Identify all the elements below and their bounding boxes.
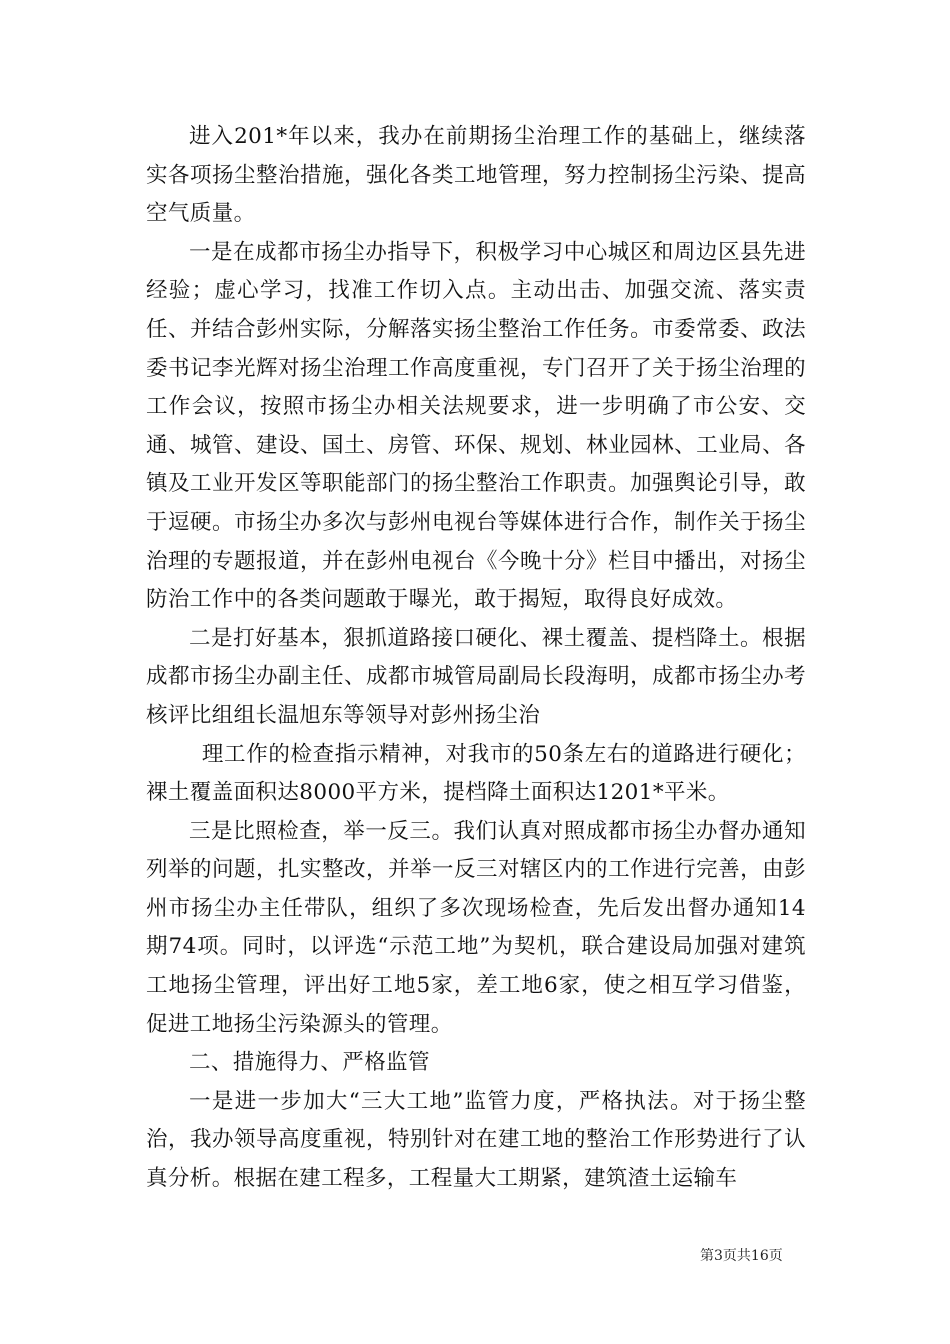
paragraph-first-measure: 一是在成都市扬尘办指导下，积极学习中心城区和周边区县先进经验；虚心学习，找准工作切入点。主动出击、加强交流、落实责任、并结合彭州实际，分解落实扬尘整治工作任务。市委常委、政法委书记李光辉对扬尘治理工作高度重视，专门召开了关于扬尘治理的工作会议，按照市扬尘办相关法规要求，进一步明确了市公安、交通、城管、建设、国土、房管、环保、规划、林业园林、工业局、各镇及工业开发区等职能部门的扬尘整治工作职责。加强舆论引导，敢于逗硬。市扬尘办多次与彭州电视台等媒体进行合作，制作关于扬尘治理的专题报道，并在彭州电视台《今晚十分》栏目中播出，对扬尘防治工作中的各类问题敢于曝光，敢于揭短，取得良好成效。 [146, 239, 806, 613]
paragraph-second-measure: 二是打好基本，狠抓道路接口硬化、裸土覆盖、提档降土。根据成都市扬尘办副主任、成都市城管局副局长段海明，成都市扬尘办考核评比组组长温旭东等领导对彭州扬尘治 [146, 625, 806, 728]
paragraph-second-measure-continued: 理工作的检查指示精神，对我市的50条左右的道路进行硬化；裸土覆盖面积达8000平方米，提档降土面积达1201*平米。 [146, 741, 806, 806]
section-heading: 二、措施得力、严格监管 [189, 1050, 430, 1076]
paragraph-supervision: 一是进一步加大“三大工地”监管力度，严格执法。对于扬尘整治，我办领导高度重视，特别针对在建工地的整治工作形势进行了认真分析。根据在建工程多，工程量大工期紧，建筑渣土运输车 [146, 1088, 806, 1192]
paragraph-third-measure: 三是比照检查，举一反三。我们认真对照成都市扬尘办督办通知列举的问题，扎实整改，并举一反三对辖区内的工作进行完善，由彭州市扬尘办主任带队，组织了多次现场检查，先后发出督办通知14期74项。同时，以评选“示范工地”为契机，联合建设局加强对建筑工地扬尘管理，评出好工地5家，差工地6家，使之相互学习借鉴，促进工地扬尘污染源头的管理。 [146, 818, 806, 1037]
page-number: 第3页共16页 [700, 1248, 783, 1264]
document-body [146, 118, 806, 1199]
paragraph-intro: 进入201*年以来，我办在前期扬尘治理工作的基础上，继续落实各项扬尘整治措施，强化各类工地管理，努力控制扬尘污染、提高空气质量。 [146, 124, 806, 227]
